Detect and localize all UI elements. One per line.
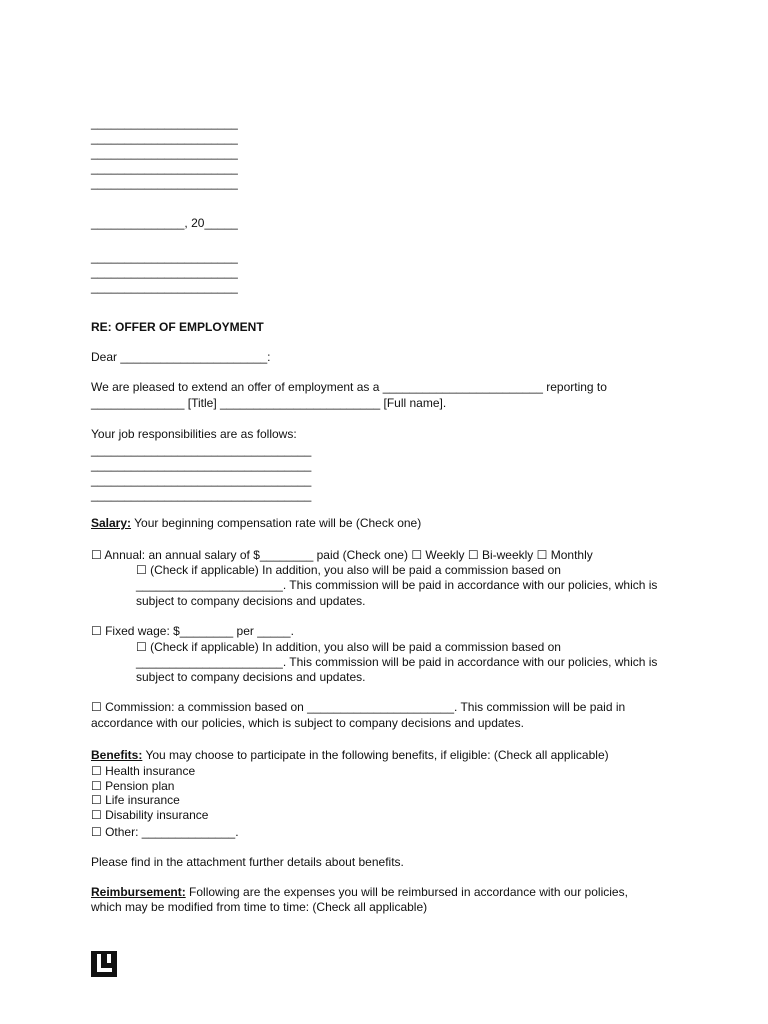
benefit-option: ☐ Disability insurance: [91, 808, 209, 822]
reimbursement-paragraph: [91, 885, 628, 899]
benefit-option: ☐ Life insurance: [91, 793, 180, 807]
fixed-commission-option: ☐ (Check if applicable) In addition, you also will be paid a commission based on: [136, 640, 561, 654]
salutation: Dear ______________________:: [91, 350, 271, 364]
responsibility-blank-line: _________________________________: [91, 443, 312, 457]
header-blank-line: ______________________: [91, 131, 238, 145]
benefits-paragraph: [91, 748, 609, 762]
benefit-option: ☐ Pension plan: [91, 779, 175, 793]
header-blank-line: ______________________: [91, 116, 238, 130]
responsibility-blank-line: _________________________________: [91, 473, 312, 487]
salary-label: Salary:: [91, 516, 132, 530]
brand-logo-icon: [91, 951, 117, 977]
fixed-commission-text: ______________________. This commission will be paid in accordance with our policies, which is: [136, 655, 658, 669]
benefits-label: Benefits:: [91, 748, 143, 762]
fixed-wage-option: ☐ Fixed wage: $________ per _____.: [91, 624, 294, 638]
header-blank-line: ______________________: [91, 146, 238, 160]
fixed-commission-text: subject to company decisions and updates.: [136, 670, 366, 684]
commission-option: ☐ Commission: a commission based on ______________________. This commission will be paid in: [91, 700, 626, 714]
annual-commission-text: subject to company decisions and updates.: [136, 594, 366, 608]
annual-commission-text: ______________________. This commission will be paid in accordance with our policies, which is: [136, 578, 658, 592]
reimbursement-text: Following are the expenses you will be reimbursed in accordance with our policies,: [185, 885, 628, 899]
annual-salary-option: ☐ Annual: an annual salary of $________ paid (Check one) ☐ Weekly ☐ Bi-weekly ☐ Monthly: [91, 548, 593, 562]
benefits-note: Please find in the attachment further details about benefits.: [91, 855, 404, 869]
annual-commission-option: ☐ (Check if applicable) In addition, you also will be paid a commission based on: [136, 563, 561, 577]
benefit-option: ☐ Other: ______________.: [91, 825, 239, 839]
reimbursement-label: Reimbursement:: [91, 885, 186, 899]
intro-line: ______________ [Title] ________________________ [Full name].: [91, 396, 447, 410]
date-line: ______________, 20_____: [91, 216, 238, 230]
recipient-blank-line: ______________________: [91, 265, 238, 279]
benefits-text: You may choose to participate in the following benefits, if eligible: (Check all applicable): [142, 748, 609, 762]
recipient-blank-line: ______________________: [91, 280, 238, 294]
salary-paragraph: [91, 516, 421, 530]
responsibility-blank-line: _________________________________: [91, 488, 312, 502]
subject-line: RE: OFFER OF EMPLOYMENT: [91, 320, 264, 334]
benefit-option: ☐ Health insurance: [91, 764, 196, 778]
salary-text: Your beginning compensation rate will be (Check one): [131, 516, 422, 530]
recipient-blank-line: ______________________: [91, 250, 238, 264]
header-blank-line: ______________________: [91, 161, 238, 175]
header-blank-line: ______________________: [91, 176, 238, 190]
responsibility-blank-line: _________________________________: [91, 458, 312, 472]
responsibilities-heading: Your job responsibilities are as follows:: [91, 427, 297, 441]
reimbursement-text-line: which may be modified from time to time: (Check all applicable): [91, 900, 428, 914]
intro-line: We are pleased to extend an offer of employment as a ________________________ reporting to: [91, 380, 607, 394]
commission-text: accordance with our policies, which is subject to company decisions and updates.: [91, 716, 524, 730]
